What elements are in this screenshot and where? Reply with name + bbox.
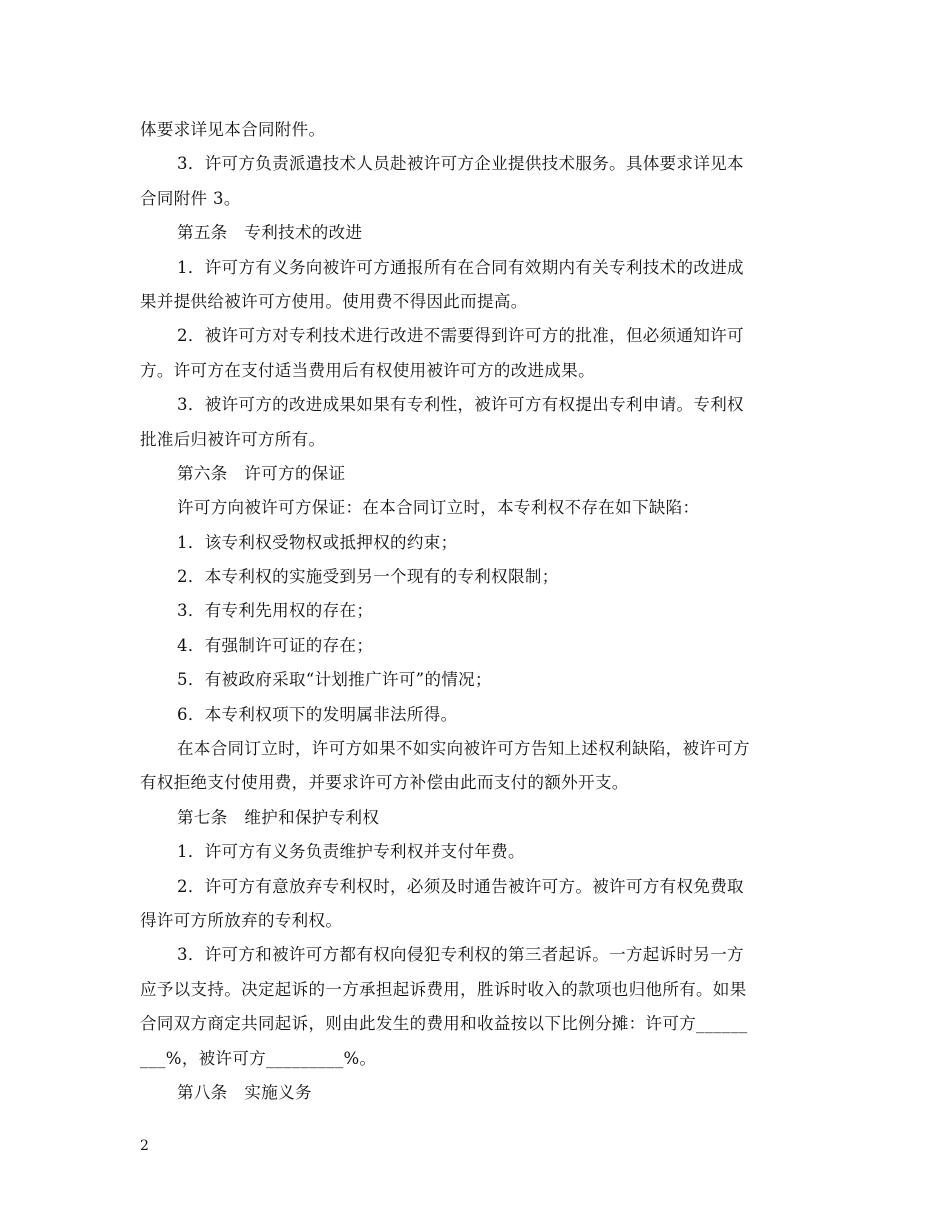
text-line: 1．许可方有义务负责维护专利权并支付年费。 (177, 842, 525, 862)
text-line: 在本合同订立时，许可方如果不如实向被许可方告知上述权利缺陷，被许可方 (177, 739, 750, 759)
text-line: 3．许可方和被许可方都有权向侵犯专利权的第三者起诉。一方起诉时另一方 (177, 945, 744, 965)
text-line: 应予以支持。决定起诉的一方承担起诉费用，胜诉时收入的款项也归他所有。如果 (140, 979, 747, 999)
text-line: 2．许可方有意放弃专利权时，必须及时通告被许可方。被许可方有权免费取 (177, 876, 744, 896)
text-line: 1．许可方有义务向被许可方通报所有在合同有效期内有关专利技术的改进成 (177, 257, 744, 277)
text-line: 得许可方所放弃的专利权。 (140, 910, 343, 930)
text-line: 许可方向被许可方保证：在本合同订立时，本专利权不存在如下缺陷： (177, 498, 700, 518)
document-body (140, 113, 812, 1110)
text-line: 第六条 许可方的保证 (177, 463, 346, 483)
text-line: 2．本专利权的实施受到另一个现有的专利权限制； (177, 567, 559, 587)
text-line: 体要求详见本合同附件。 (140, 120, 326, 139)
text-line: 1．该专利权受物权或抵押权的约束； (177, 532, 458, 552)
text-line: 4．有强制许可证的存在； (177, 635, 374, 655)
text-line: 5．有被政府采取“计划推广许可”的情况； (177, 670, 492, 690)
text-line: 3．有专利先用权的存在； (177, 601, 374, 621)
text-line: 2．被许可方对专利技术进行改进不需要得到许可方的批准，但必须通知许可 (177, 326, 744, 346)
text-line: 第七条 维护和保护专利权 (177, 807, 380, 827)
text-line: 方。许可方在支付适当费用后有权使用被许可方的改进成果。 (140, 360, 595, 380)
text-line: 第八条 实施义务 (177, 1082, 312, 1102)
text-line: 批准后归被许可方所有。 (140, 429, 326, 449)
text-line: 合同附件 3。 (140, 188, 241, 208)
text-line: 3．被许可方的改进成果如果有专利性，被许可方有权提出专利申请。专利权 (177, 395, 744, 415)
text-line: 6．本专利权项下的发明属非法所得。 (177, 704, 458, 724)
text-line: 第五条 专利技术的改进 (177, 223, 363, 243)
text-line: 3．许可方负责派遣技术人员赴被许可方企业提供技术服务。具体要求详见本 (177, 154, 744, 174)
text-line: 有权拒绝支付使用费，并要求许可方补偿由此而支付的额外开支。 (140, 773, 629, 793)
text-line: 合同双方商定共同起诉，则由此发生的费用和收益按以下比例分摊：许可方______ (140, 1014, 748, 1034)
page-number: 2 (140, 1138, 149, 1154)
text-line: 果并提供给被许可方使用。使用费不得因此而提高。 (140, 291, 528, 311)
text-line: ___%，被许可方_________%。 (140, 1048, 377, 1068)
